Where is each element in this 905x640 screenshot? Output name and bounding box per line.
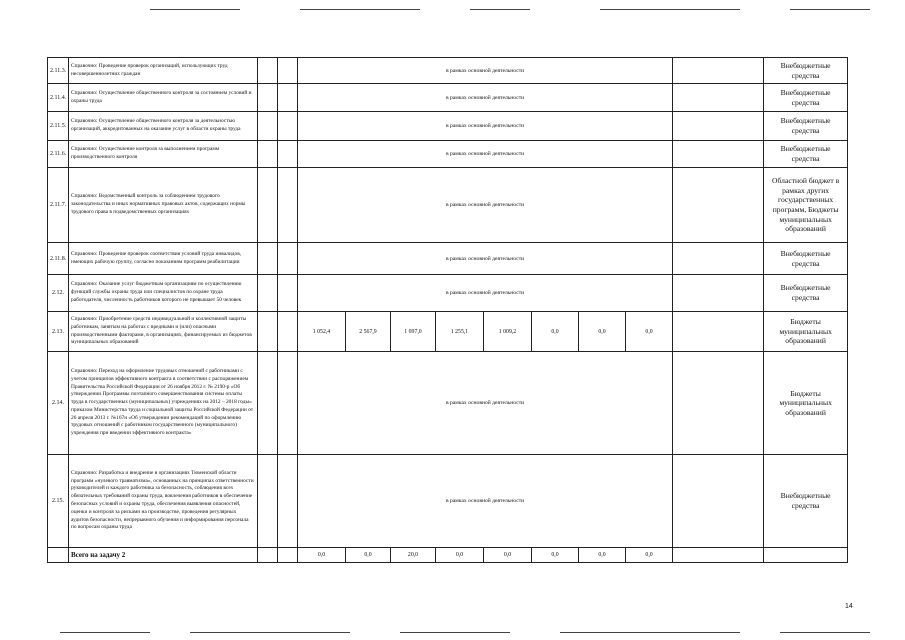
row-number: 2.11.7.	[48, 168, 69, 243]
funding-source: Внебюджетные средства	[764, 112, 848, 141]
table-row	[48, 168, 848, 243]
top-edge-rule	[790, 9, 870, 10]
framework-note: в рамках основной деятельности	[298, 141, 673, 168]
funding-source: Бюджеты муниципальных образований	[764, 352, 848, 455]
funding-source: Бюджеты муниципальных образований	[764, 312, 848, 352]
total-value: 0,0	[626, 548, 673, 563]
year-value: 0,0	[579, 312, 626, 352]
year-value: 0,0	[626, 312, 673, 352]
total-value: 0,0	[298, 548, 346, 563]
funding-source: Внебюджетные средства	[764, 84, 848, 112]
total-value: 0,0	[579, 548, 626, 563]
total-value: 0,0	[532, 548, 579, 563]
total-value: 20,0	[391, 548, 436, 563]
funding-source: Внебюджетные средства	[764, 243, 848, 275]
framework-note: в рамках основной деятельности	[298, 168, 673, 243]
bottom-edge-rule	[400, 632, 510, 633]
table-row	[48, 112, 848, 141]
table-row	[48, 352, 848, 455]
activity-name: Справочно: Проведение проверок соответствия условий труда инвалидов, имеющих рабочую группу, согласно показаниям программ реабилитации	[69, 243, 258, 275]
activity-name: Справочно: Оказание услуг бюджетным организациям по осуществлению функций службы охраны труда или специалистов по охране труда работодателя, численность работников которого не превышает 50 человек	[69, 275, 258, 312]
framework-note: в рамках основной деятельности	[298, 455, 673, 548]
row-number: 2.14.	[48, 352, 69, 455]
year-value: 1 097,0	[391, 312, 436, 352]
top-edge-rule	[470, 9, 530, 10]
bottom-edge-rule	[190, 632, 350, 633]
funding-source: Внебюджетные средства	[764, 455, 848, 548]
activity-name: Справочно: Переход на оформление трудовых отношений с работниками с учетом принципов эффективного контракта в соответствии с распоряжением Правительства Российской Федерации от 26 ноября 2012 г. № 2190-р «Об утверждении Программы поэтапного совершенствования системы оплаты труда в государственных (муниципальных) учреждениях на 2012 – 2018 годы» приказом Министерства труда и социальной защиты Российской Федерации от 26 апреля 2013 г. №167н «Об утверждении рекомендаций по оформлению трудовых отношений с работником государственного (муниципального) учреждения при введении эффективного контракта»	[69, 352, 258, 455]
total-value: 0,0	[484, 548, 532, 563]
row-number: 2.11.6.	[48, 141, 69, 168]
framework-note: в рамках основной деятельности	[298, 275, 673, 312]
table-row	[48, 455, 848, 548]
funding-source: Областной бюджет в рамках других государственных программ, Бюджеты муниципальных образований	[764, 168, 848, 243]
table-row	[48, 141, 848, 168]
activity-name: Справочно: Ведомственный контроль за соблюдением трудового законодательства и иных нормативных правовых актов, содержащих нормы трудового права в подведомственных организациях	[69, 168, 258, 243]
activity-name: Справочно: Разработка и внедрение в организациях Тюменской области программ «нулевого травматизма», основанных на принципах ответственности руководителей и каждого работника за безопасность, соблюдения всех обязательных требований охраны труда, вовлечения работников в обеспечение безопасных условий и охраны труда, обеспечения выявления опасностей, оценки и контроля за рисками на производстве, проведения регулярных аудитов безопасности, непрерывного обучения и информирования персонала по вопросам охраны труда	[69, 455, 258, 548]
year-value: 2 567,9	[346, 312, 391, 352]
row-number: 2.13.	[48, 312, 69, 352]
framework-note: в рамках основной деятельности	[298, 243, 673, 275]
total-label: Всего на задачу 2	[69, 548, 258, 563]
top-edge-rule	[150, 9, 240, 10]
top-edge-rule	[300, 9, 420, 10]
year-value: 1 009,2	[484, 312, 532, 352]
funding-source: Внебюджетные средства	[764, 58, 848, 84]
row-number: 2.11.3.	[48, 58, 69, 84]
framework-note: в рамках основной деятельности	[298, 112, 673, 141]
activities-table	[47, 57, 848, 563]
table-row	[48, 243, 848, 275]
top-edge-rule	[600, 9, 740, 10]
activity-name: Справочно: Осуществление контроля за выполнением программ производственного контроля	[69, 141, 258, 168]
activity-name: Справочно: Проведение проверок организаций, использующих труд несовершеннолетних граждан	[69, 58, 258, 84]
framework-note: в рамках основной деятельности	[298, 352, 673, 455]
row-number: 2.12.	[48, 275, 69, 312]
year-value: 1 052,4	[298, 312, 346, 352]
table-row	[48, 275, 848, 312]
row-number: 2.11.4.	[48, 84, 69, 112]
row-number: 2.11.5.	[48, 112, 69, 141]
year-value: 1 255,1	[436, 312, 484, 352]
activity-name: Справочно: Осуществление общественного контроля за состоянием условий и охраны труда	[69, 84, 258, 112]
framework-note: в рамках основной деятельности	[298, 58, 673, 84]
funding-source: Внебюджетные средства	[764, 141, 848, 168]
page-number: 14	[845, 603, 853, 610]
row-number: 2.15.	[48, 455, 69, 548]
total-value: 0,0	[436, 548, 484, 563]
row-number: 2.11.8.	[48, 243, 69, 275]
activity-name: Справочно: Приобретение средств индивидуальной и коллективной защиты работникам, занятым на работах с вредными и (или) опасными производственными факторами, в организациях, финансируемых из бюджетов муниципальных образований	[69, 312, 258, 352]
table-row	[48, 58, 848, 84]
bottom-edge-rule	[560, 632, 740, 633]
total-value: 0,0	[346, 548, 391, 563]
framework-note: в рамках основной деятельности	[298, 84, 673, 112]
total-row	[48, 548, 848, 563]
bottom-edge-rule	[780, 632, 870, 633]
bottom-edge-rule	[60, 632, 150, 633]
year-value: 0,0	[532, 312, 579, 352]
activity-name: Справочно: Осуществление общественного контроля за деятельностью организаций, аккредитованных на оказание услуг в области охраны труда	[69, 112, 258, 141]
table-row	[48, 84, 848, 112]
table-row	[48, 312, 848, 352]
funding-source: Внебюджетные средства	[764, 275, 848, 312]
